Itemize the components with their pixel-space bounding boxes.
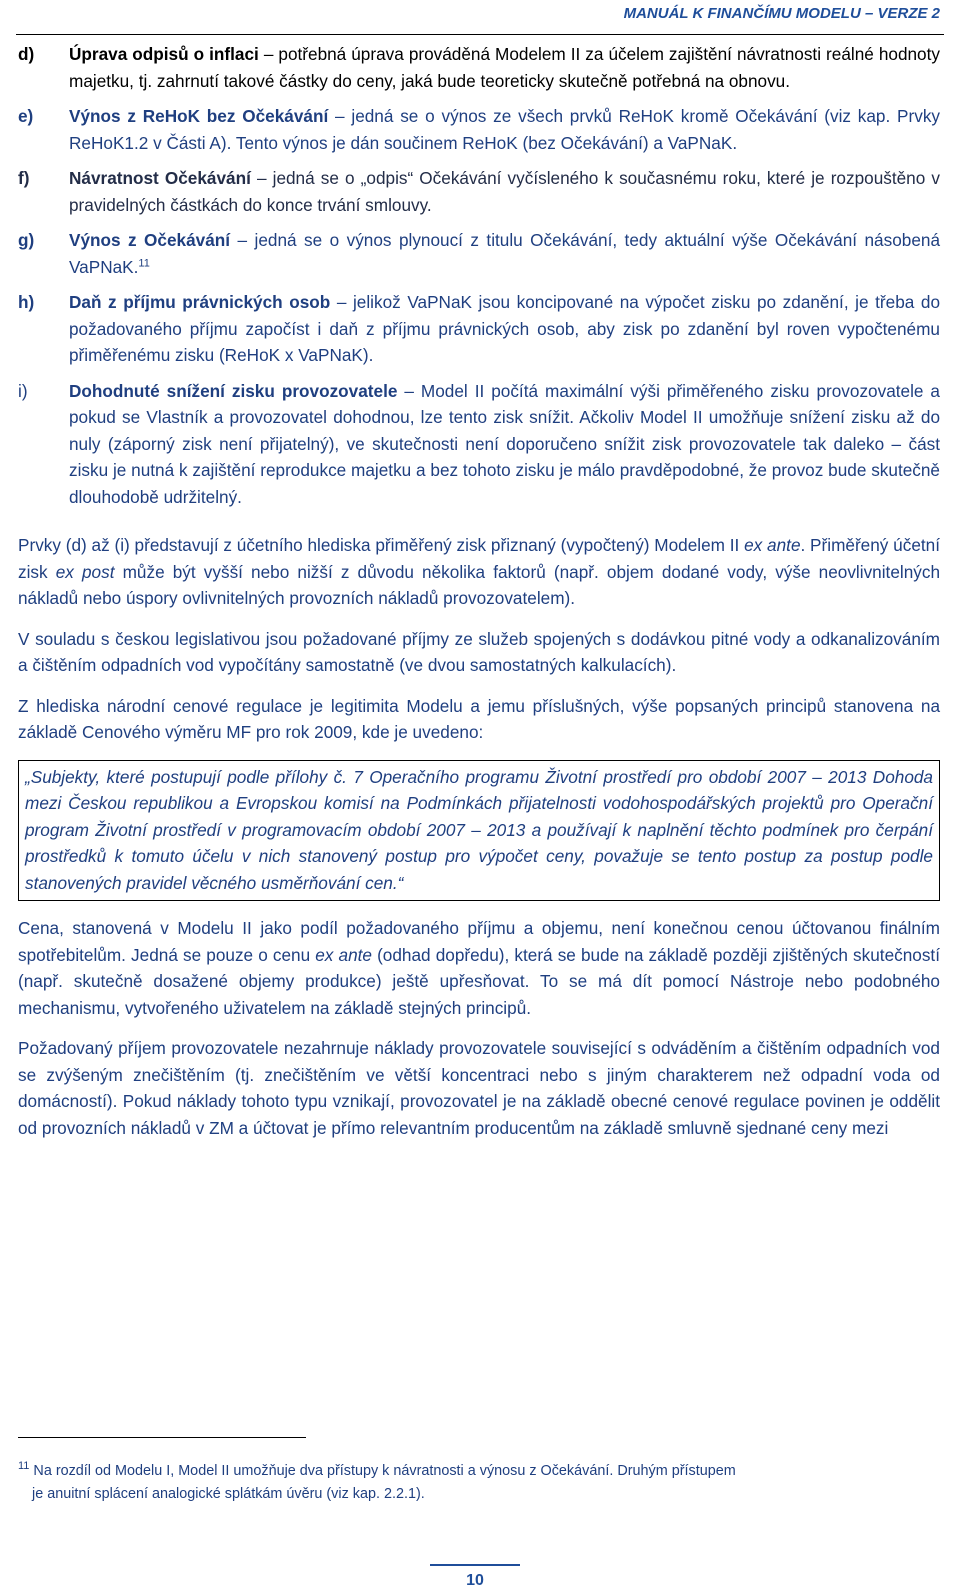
item-text bbox=[69, 227, 940, 280]
paragraph-price bbox=[18, 915, 940, 1021]
para-text: může být vyšší nebo nižší z důvodu několika faktorů (např. objem dodané vody, výše neovlivnitelných nákladů nebo úspory ovlivnitelných provozních nákladů provozovatelem). bbox=[18, 561, 941, 608]
item-label: i) bbox=[18, 380, 28, 401]
item-body: jedná se o výnos plynoucí z titulu Očekávání, tedy aktuální výše Očekávání násobená VaPNaK. bbox=[69, 230, 941, 277]
list-item-f bbox=[18, 165, 940, 218]
page-content bbox=[18, 41, 940, 1155]
item-text bbox=[69, 103, 940, 156]
item-text bbox=[69, 41, 940, 94]
item-term: Návratnost Očekávání bbox=[69, 168, 251, 188]
paragraph-regulation: Z hlediska národní cenové regulace je legitimita Modelu a jemu příslušných, výše popsaných principů stanovena na základě Cenového výměru MF pro rok 2009, kde je uvedeno: bbox=[18, 695, 940, 742]
item-separator: – bbox=[330, 292, 353, 312]
item-separator: – bbox=[397, 380, 421, 401]
footnote-number: 11 bbox=[18, 1460, 30, 1473]
item-body: potřebná úprava prováděná Modelem II za účelem zajištění návratnosti reálné hodnoty majetku, tj. zahrnutí takové částky do ceny, jaká bude teoreticky skutečně potřebná na obnovu. bbox=[69, 44, 940, 91]
list-item-h bbox=[18, 289, 940, 369]
para-italic: ex post bbox=[55, 561, 115, 582]
list-item-g bbox=[18, 227, 940, 280]
para-text: (odhad dopředu), která se bude na základě později zjištěných skutečností (např. skutečně dosažené objemy produkce) ještě upřesňovat. To se má dít pomocí Nástroje nebo podobného mechanismu, vytvořeného uživatelem na základě stejných principů. bbox=[18, 944, 940, 1018]
list-item-i bbox=[18, 378, 940, 511]
footnote-ref[interactable]: 11 bbox=[138, 256, 150, 269]
item-body: jedná se o „odpis“ Očekávání vyčísleného k současnému roku, které je rozpouštěno v pravidelných částkách do konce trvání smlouvy. bbox=[69, 168, 940, 215]
paragraph-model-profit bbox=[18, 532, 940, 612]
item-separator: – bbox=[250, 168, 273, 188]
paragraph-legislation: V souladu s českou legislativou jsou požadované příjmy ze služeb spojených s dodávkou pitné vody a odkanalizováním a čištěním odpadních vod vypočítány samostatně (ve dvou samostatných kalkulacích). bbox=[18, 628, 940, 675]
para-text: Prvky (d) až (i) představují z účetního hlediska přiměřený zisk přiznaný (vypočtený) Modelem II bbox=[18, 535, 745, 555]
item-term: Daň z příjmu právnických osob bbox=[69, 292, 331, 312]
item-separator: – bbox=[328, 106, 352, 126]
footnote-divider bbox=[18, 1437, 306, 1438]
item-body: Model II počítá maximální výši přiměřeného zisku provozovatele a pokud se Vlastník a provozovatel dohodnou, lze tento zisk snížit. Ačkoliv Model II umožňuje snížení zisku až do nuly (záporný zisk není přijatelný), ve skutečnosti není doporučeno snížit zisk provozovatele tak daleko – část zisku je nutná k zajištění reprodukce majetku a bez tohoto zisku je málo pravděpodobné, že provoz bude skutečně dlouhodobě udržitelný. bbox=[69, 380, 940, 507]
item-body: jelikož VaPNaK jsou koncipované na výpočet zisku po zdanění, je třeba do požadovaného příjmu započíst i daň z příjmu právnických osob, aby zisk po zdanění byl roven vypočtenému přiměřenému zisku (ReHoK x VaPNaK). bbox=[69, 292, 941, 365]
item-text bbox=[69, 378, 940, 511]
item-term: Výnos z ReHoK bez Očekávání bbox=[69, 106, 329, 126]
item-label: f) bbox=[18, 168, 30, 188]
footnote-line: Na rozdíl od Modelu I, Model II umožňuje dva přístupy k návratnosti a výnosu z Očekávání. Druhým přístupem bbox=[33, 1463, 736, 1479]
para-italic: ex ante bbox=[315, 944, 372, 965]
para-text: . Přiměřený účetní zisk bbox=[18, 535, 940, 582]
item-term: Výnos z Očekávání bbox=[69, 230, 231, 250]
footnote-line: je anuitní splácení analogické splátkám úvěru (viz kap. 2.2.1). bbox=[32, 1486, 425, 1502]
item-label: g) bbox=[18, 230, 35, 250]
footnote bbox=[18, 1460, 948, 1506]
header-title: MANUÁL K FINANČÍMU MODELU – VERZE 2 bbox=[623, 5, 940, 22]
item-label: e) bbox=[18, 106, 34, 126]
item-label: d) bbox=[18, 44, 35, 64]
paragraph-revenue: Požadovaný příjem provozovatele nezahrnuje náklady provozovatele související s odváděním a čištěním odpadních vod se zvýšeným znečištěním (tj. znečištěním ve větší koncentraci nebo s jiným charakterem než odpadní voda od domácností). Pokud náklady tohoto typu vznikají, provozovatel je na základě obecné cenové regulace povinen je oddělit od provozních nákladů v ZM a účtovat je přímo relevantním producentům na základě smluvně sjednané ceny mezi bbox=[18, 1038, 940, 1138]
item-text bbox=[69, 165, 940, 218]
page-number: 10 bbox=[430, 1564, 520, 1590]
para-text: Cena, stanovená v Modelu II jako podíl požadovaného příjmu a objemu, není konečnou cenou účtovanou finálním spotřebitelům. Jedná se pouze o cenu bbox=[18, 918, 940, 965]
item-separator: – bbox=[230, 230, 255, 250]
list-item-e bbox=[18, 103, 940, 156]
item-term: Úprava odpisů o inflaci bbox=[69, 44, 259, 64]
item-body: jedná se o výnos ze všech prvků ReHoK kromě Očekávání (viz kap. Prvky ReHoK1.2 v Části A). Tento výnos je dán součinem ReHoK (bez Očekávání) a VaPNaK. bbox=[69, 106, 941, 153]
item-label: h) bbox=[18, 292, 35, 312]
list-item-d bbox=[18, 41, 940, 94]
item-text bbox=[69, 289, 940, 369]
item-term: Dohodnuté snížení zisku provozovatele bbox=[69, 380, 398, 401]
quote-box: „Subjekty, které postupují podle přílohy č. 7 Operačního programu Životní prostředí pro období 2007 – 2013 Dohoda mezi Českou republikou a Evropskou komisí na Podmínkách přijatelnosti vodohospodářských projektů pro Operační program Životní prostředí v programovacím období 2007 – 2013 a používají k naplnění těchto podmínek pro čerpání prostředků k tomuto účelu v nich stanovený postup pro výpočet ceny, považuje se tento postup za postup podle stanovených pravidel věcného usměrňování cen.“ bbox=[18, 760, 940, 902]
para-italic: ex ante bbox=[744, 535, 801, 555]
page-header bbox=[16, 0, 944, 35]
item-separator: – bbox=[258, 44, 279, 64]
